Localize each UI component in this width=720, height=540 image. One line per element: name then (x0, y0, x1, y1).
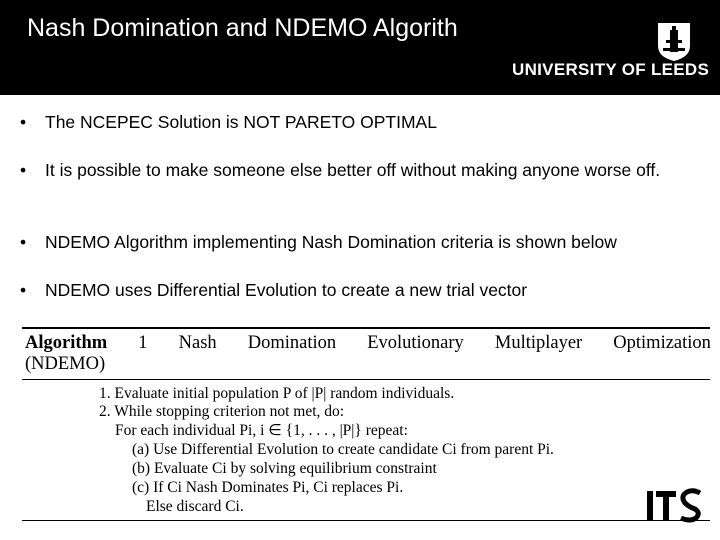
bullet-text: The NCEPEC Solution is NOT PARETO OPTIMAL (45, 112, 437, 132)
bullet-marker: • (20, 112, 27, 132)
algorithm-step: 2. While stopping criterion not met, do: (99, 403, 345, 420)
algorithm-mid-rule (22, 379, 710, 380)
bullet-text: NDEMO Algorithm implementing Nash Domination criteria is shown below (45, 232, 617, 252)
algorithm-title-word: 1 (138, 333, 148, 353)
algorithm-step: For each individual Pi, i ∈ {1, . . . , |P|} repeat: (115, 422, 408, 439)
slide-title: Nash Domination and NDEMO Algorith (27, 14, 458, 42)
bullet-marker: • (20, 160, 27, 180)
algorithm-title-word: Domination (247, 333, 337, 353)
slide-header (0, 0, 720, 95)
algorithm-box (22, 327, 712, 522)
algorithm-title-word: Evolutionary (367, 333, 464, 353)
algorithm-step: (b) Evaluate Ci by solving equilibrium constraint (132, 460, 437, 477)
algorithm-label: Algorithm (25, 333, 108, 353)
algorithm-title-word: Nash (178, 333, 217, 353)
leeds-shield-icon (657, 22, 691, 62)
algorithm-subtitle: (NDEMO) (25, 354, 106, 374)
bullet-text: It is possible to make someone else better off without making anyone worse off. (45, 160, 661, 180)
algorithm-step: Else discard Ci. (146, 498, 244, 515)
algorithm-bottom-rule (22, 520, 710, 521)
bullet-text: NDEMO uses Differential Evolution to create a new trial vector (45, 280, 528, 300)
algorithm-title-word: Multiplayer (494, 333, 583, 353)
algorithm-top-rule (22, 327, 710, 329)
bullet-marker: • (20, 232, 27, 252)
algorithm-title (25, 332, 711, 354)
algorithm-step: (c) If Ci Nash Dominates Pi, Ci replaces Pi. (132, 479, 404, 496)
algorithm-title-word: Optimization (613, 333, 711, 353)
bullet-marker: • (20, 280, 27, 300)
university-name: UNIVERSITY OF LEEDS (512, 60, 710, 79)
algorithm-step: 1. Evaluate initial population P of |P| random individuals. (99, 385, 455, 402)
algorithm-step: (a) Use Differential Evolution to create candidate Ci from parent Pi. (132, 441, 554, 458)
its-logo-icon (645, 488, 703, 524)
